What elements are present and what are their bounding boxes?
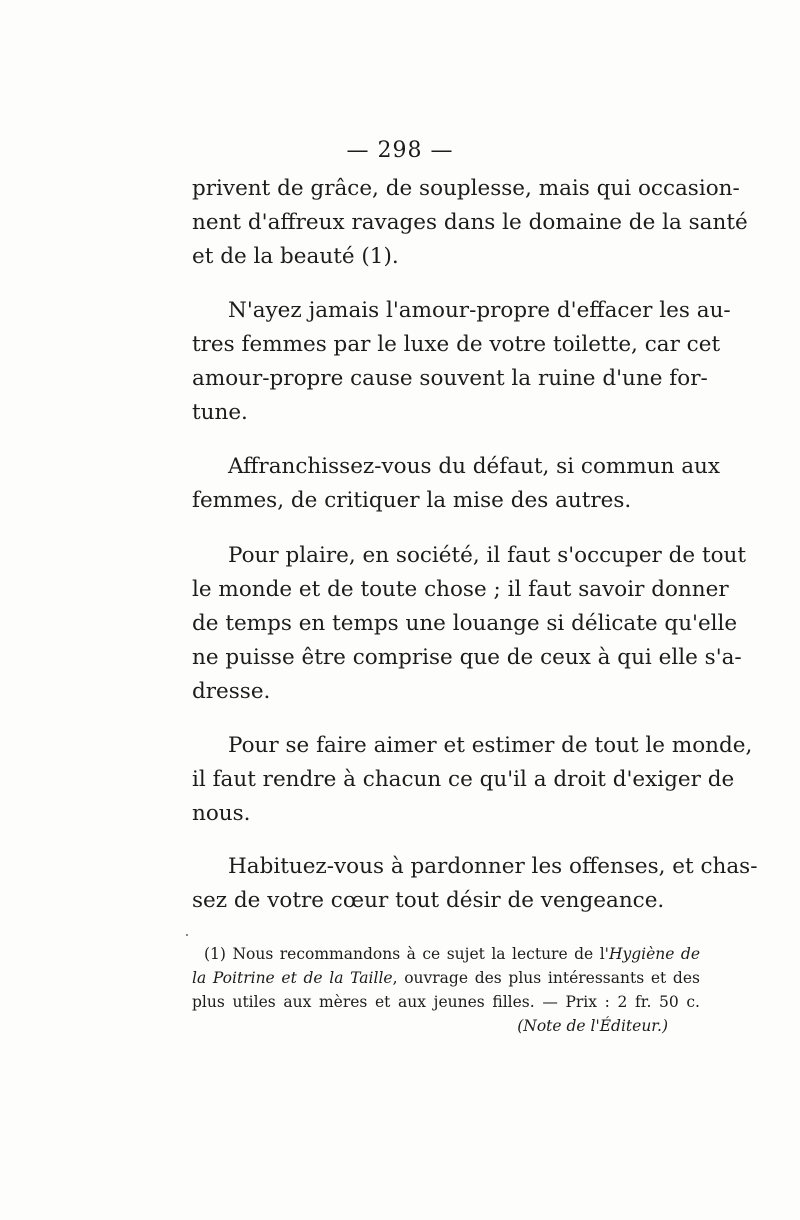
footnote-line: [192, 942, 700, 966]
text-line: nous.: [192, 801, 251, 826]
text-line: amour-propre cause souvent la ruine d'une for-: [192, 366, 708, 391]
paragraph-6: [192, 850, 758, 918]
footnote-title-italic: la Poitrine et de la Taille: [192, 969, 393, 987]
text-line: N'ayez jamais l'amour-propre d'effacer les au-: [228, 298, 731, 323]
text-line: femmes, de critiquer la mise des autres.: [192, 488, 632, 513]
text-line: tres femmes par le luxe de votre toilette, car cet: [192, 332, 721, 357]
footnote-text: (1) Nous recommandons à ce sujet la lecture de l': [204, 945, 609, 963]
footnote-line: [192, 966, 700, 990]
text-line: nent d'affreux ravages dans le domaine de la santé: [192, 210, 748, 235]
footnote-title-italic: Hygiène de: [608, 945, 701, 963]
paragraph-3: [192, 450, 721, 518]
paragraph-5: [192, 729, 753, 831]
text-line: privent de grâce, de souplesse, mais qui occasion-: [192, 176, 740, 201]
text-line: le monde et de toute chose ; il faut savoir donner: [192, 577, 729, 602]
footnote-line: plus utiles aux mères et aux jeunes filles. — Prix : 2 fr. 50 c.: [192, 993, 700, 1011]
paragraph-2: [192, 294, 731, 430]
text-line: il faut rendre à chacun ce qu'il a droit d'exiger de: [192, 767, 735, 792]
footnote-mark: [186, 934, 188, 936]
footnote: [192, 942, 700, 1038]
paragraph-4: [192, 539, 747, 709]
text-line: et de la beauté (1).: [192, 244, 399, 269]
text-line: sez de votre cœur tout désir de vengeance.: [192, 888, 665, 913]
text-line: ne puisse être comprise que de ceux à qui elle s'a-: [192, 645, 742, 670]
editor-note: (Note de l'Éditeur.): [517, 1017, 668, 1035]
text-line: Pour plaire, en société, il faut s'occuper de tout: [228, 543, 747, 568]
footnote-text: , ouvrage des plus intéressants et des: [392, 969, 700, 987]
text-line: tune.: [192, 400, 248, 425]
text-line: Affranchissez-vous du défaut, si commun aux: [228, 454, 721, 479]
text-line: Pour se faire aimer et estimer de tout le monde,: [228, 733, 753, 758]
text-line: dresse.: [192, 679, 271, 704]
text-line: de temps en temps une louange si délicate qu'elle: [192, 611, 738, 636]
page-number: — 298 —: [346, 138, 454, 163]
text-line: Habituez-vous à pardonner les offenses, et chas-: [228, 854, 758, 879]
paragraph-1: [192, 172, 748, 274]
